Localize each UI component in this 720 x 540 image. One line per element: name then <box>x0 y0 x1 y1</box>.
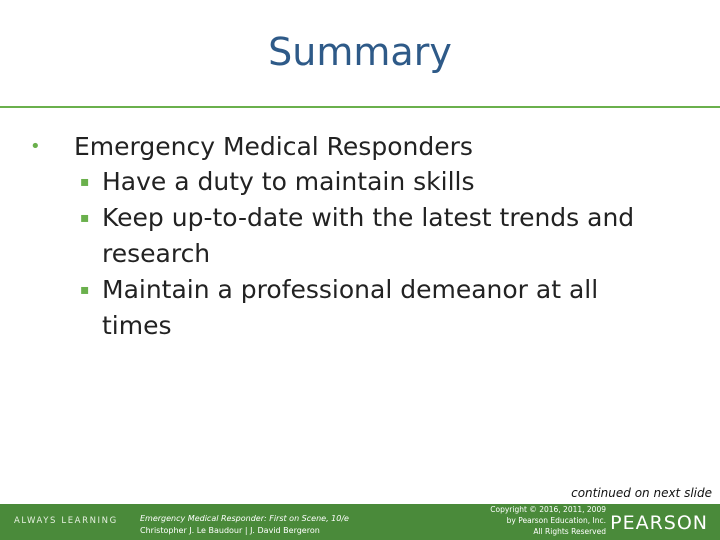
copyright-notice <box>440 504 606 537</box>
continued-note: continued on next slide <box>571 486 712 500</box>
square-bullet-icon: ▪ <box>80 174 90 190</box>
slide-title: Summary <box>268 30 452 74</box>
square-bullet-icon: ▪ <box>80 210 90 226</box>
pearson-logo: PEARSON <box>610 512 708 534</box>
copyright-line: by Pearson Education, Inc. <box>506 516 606 525</box>
sub-list-item-text: Maintain a professional demeanor at all times <box>102 275 599 340</box>
square-bullet-icon: ▪ <box>80 282 90 298</box>
book-title: Emergency Medical Responder: First on Scene, 10/e <box>140 514 349 523</box>
copyright-line: All Rights Reserved <box>533 527 606 536</box>
sub-list-item <box>80 164 708 200</box>
sub-list-item <box>80 272 708 344</box>
list-item-heading: Emergency Medical Responders <box>74 132 473 161</box>
footer-bar <box>0 504 720 540</box>
book-citation <box>140 513 349 537</box>
list-item <box>28 130 708 164</box>
sub-list <box>80 164 708 344</box>
always-learning-label: ALWAYS LEARNING <box>14 516 118 526</box>
slide-content <box>28 130 708 344</box>
sub-list-item-text: Have a duty to maintain skills <box>102 167 475 196</box>
copyright-line: Copyright © 2016, 2011, 2009 <box>490 505 606 514</box>
title-divider <box>0 106 720 108</box>
sub-list-item-text: Keep up-to-date with the latest trends and research <box>102 203 635 268</box>
book-authors: Christopher J. Le Baudour | J. David Bergeron <box>140 526 320 535</box>
sub-list-item <box>80 200 708 272</box>
bullet-icon: • <box>30 136 41 157</box>
